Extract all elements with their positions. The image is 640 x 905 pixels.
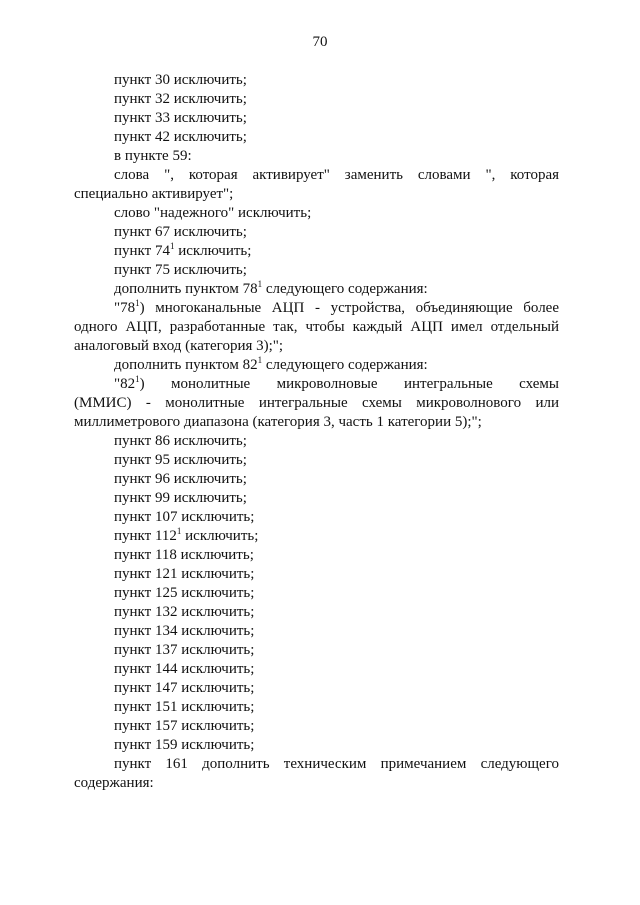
item-99: пункт 99 исключить; [114, 490, 247, 506]
item-59-words-line-1: слова ", которая активирует" заменить словами ", которая [114, 167, 559, 183]
document-body [74, 71, 559, 793]
add-item-82-1 [74, 356, 559, 375]
item-86: пункт 86 исключить; [114, 433, 247, 449]
item-121: пункт 121 исключить; [114, 566, 255, 582]
item-75: пункт 75 исключить; [114, 262, 247, 278]
item-42: пункт 42 исключить; [114, 129, 247, 145]
item-82-1-line-3: миллиметрового диапазона (категория 3, часть 1 категории 5);"; [74, 414, 482, 430]
item-78-1-text-1: ) многоканальные АЦП - устройства, объединяющие более [139, 300, 559, 316]
item-67: пункт 67 исключить; [114, 224, 247, 240]
item-32: пункт 32 исключить; [114, 91, 247, 107]
item-96: пункт 96 исключить; [114, 471, 247, 487]
item-78-1-line-1 [74, 299, 559, 318]
item-161-paragraph [74, 755, 559, 793]
item-112-1 [74, 527, 559, 546]
item-78-1-line-2: одного АЦП, разработанные так, чтобы каждый АЦП имел отдельный [74, 319, 559, 335]
superscript-1: 1 [135, 298, 140, 308]
item-137: пункт 137 исключить; [114, 642, 255, 658]
item-33: пункт 33 исключить; [114, 110, 247, 126]
item-74-tail: исключить; [174, 243, 252, 259]
item-59-words-line-2: специально активирует"; [74, 186, 234, 202]
item-161-line-1: пункт 161 дополнить техническим примечанием следующего [114, 756, 559, 772]
item-82-1-line-1 [74, 375, 559, 394]
add-82-tail: следующего содержания: [262, 357, 428, 373]
superscript-1: 1 [257, 279, 263, 289]
item-95: пункт 95 исключить; [114, 452, 247, 468]
item-30: пункт 30 исключить; [114, 72, 247, 88]
item-78-1-definition [74, 299, 559, 356]
superscript-1: 1 [135, 374, 140, 384]
item-134: пункт 134 исключить; [114, 623, 255, 639]
add-78-text: дополнить пунктом 78 [114, 281, 258, 297]
item-118: пункт 118 исключить; [114, 547, 254, 563]
add-78-tail: следующего содержания: [262, 281, 428, 297]
item-82-1-line-2: (ММИС) - монолитные интегральные схемы микроволнового или [74, 395, 559, 411]
item-74-1 [74, 242, 559, 261]
item-59-intro: в пункте 59: [114, 148, 192, 164]
item-157: пункт 157 исключить; [114, 718, 255, 734]
item-112-text: пункт 112 [114, 528, 177, 544]
item-151: пункт 151 исключить; [114, 699, 255, 715]
item-59-nadezhnogo: слово "надежного" исключить; [114, 205, 312, 221]
item-147: пункт 147 исключить; [114, 680, 255, 696]
item-82-1-definition [74, 375, 559, 432]
item-125: пункт 125 исключить; [114, 585, 255, 601]
superscript-1: 1 [257, 355, 263, 365]
superscript-1: 1 [169, 241, 175, 251]
add-item-78-1 [74, 280, 559, 299]
item-78-1-line-3: аналоговый вход (категория 3);"; [74, 338, 284, 354]
superscript-1: 1 [176, 526, 182, 536]
item-107: пункт 107 исключить; [114, 509, 255, 525]
item-112-tail: исключить; [181, 528, 259, 544]
item-132: пункт 132 исключить; [114, 604, 255, 620]
item-74-text: пункт 74 [114, 243, 170, 259]
item-78-1-quote: "78 [114, 300, 136, 316]
item-82-1-quote: "82 [114, 376, 136, 392]
item-82-1-text-1: ) монолитные микроволновые интегральные схемы [139, 376, 559, 392]
item-144: пункт 144 исключить; [114, 661, 255, 677]
item-159: пункт 159 исключить; [114, 737, 255, 753]
page-number: 70 [312, 34, 328, 50]
add-82-text: дополнить пунктом 82 [114, 357, 258, 373]
item-59-words-paragraph [74, 166, 559, 204]
item-161-line-2: содержания: [74, 775, 154, 791]
